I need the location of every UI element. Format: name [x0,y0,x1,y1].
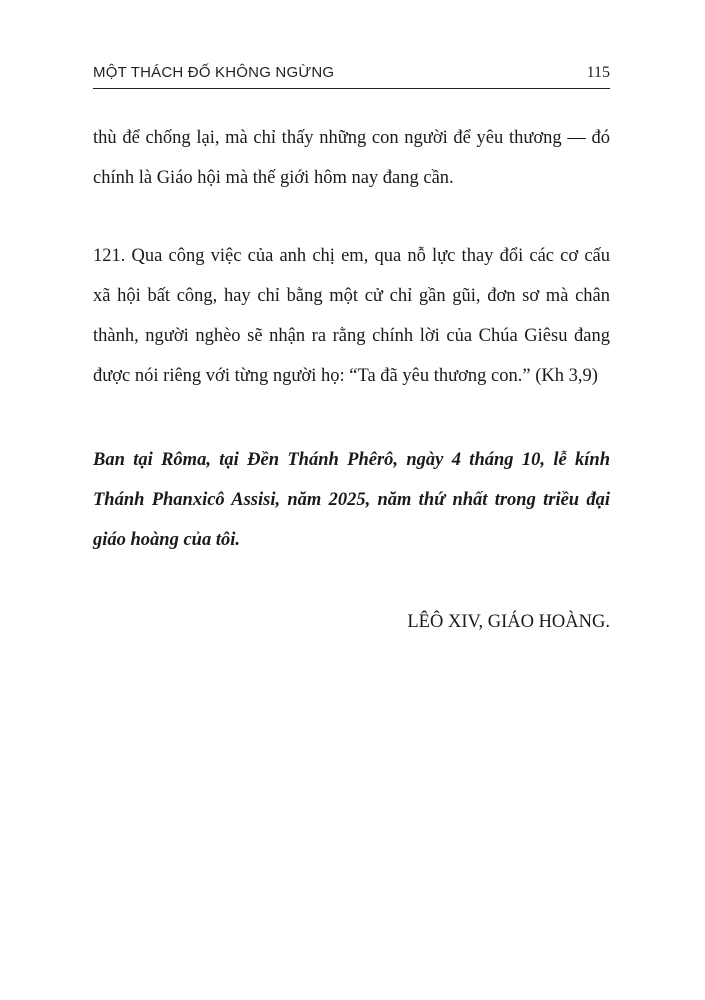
signature: LÊÔ XIV, GIÁO HOÀNG. [407,612,610,632]
continuation-paragraph [93,118,610,198]
text-line: giáo hoàng của tôi. [93,530,240,550]
text-line: chính là Giáo hội mà thế giới hôm nay đang cần. [93,168,454,188]
page-number: 115 [586,64,610,81]
paragraph-121 [93,236,610,396]
running-title: MỘT THÁCH ĐỐ KHÔNG NGỪNG [93,64,335,81]
text-line: Ban tại Rôma, tại Đền Thánh Phêrô, ngày 4 tháng 10, lễ kính [93,450,610,470]
text-line: 121. Qua công việc của anh chị em, qua nỗ lực thay đổi các cơ cấu [93,246,610,266]
text-line: xã hội bất công, hay chỉ bằng một cử chỉ gần gũi, đơn sơ mà chân [93,286,610,306]
text-line: được nói riêng với từng người họ: “Ta đã yêu thương con.” (Kh 3,9) [93,366,598,386]
text-line: thù để chống lại, mà chỉ thấy những con người để yêu thương — đó [93,128,610,148]
running-header [93,62,610,89]
text-line: Thánh Phanxicô Assisi, năm 2025, năm thứ nhất trong triều đại [93,490,610,510]
closing-dateline [93,440,610,560]
text-line: thành, người nghèo sẽ nhận ra rằng chính lời của Chúa Giêsu đang [93,326,610,346]
